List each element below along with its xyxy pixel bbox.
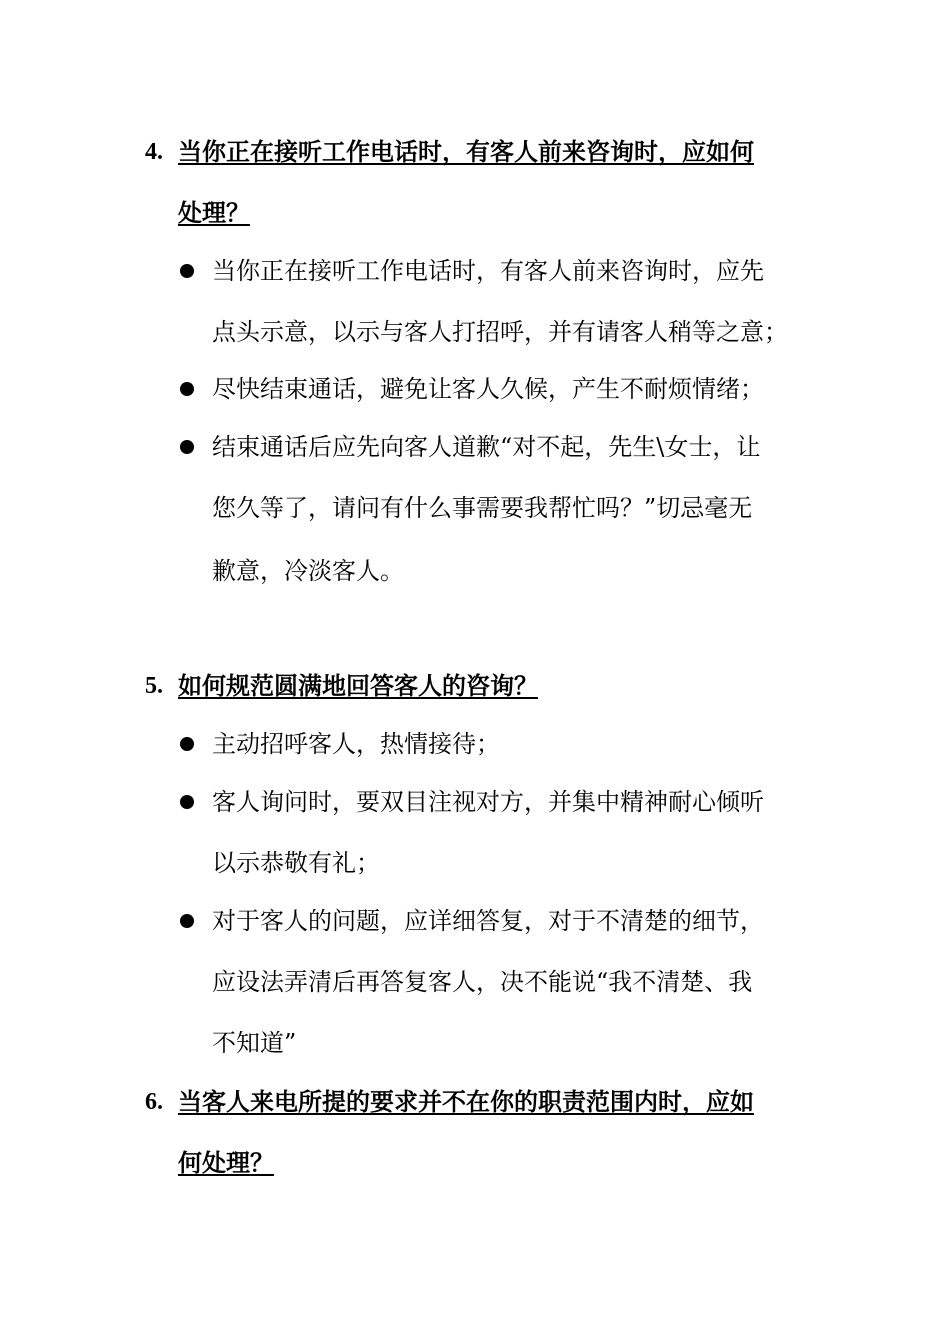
answer-line: 不知道”: [212, 1029, 297, 1057]
question-number: 4.: [145, 139, 163, 165]
answer-line: 您久等了，请问有什么事需要我帮忙吗？”切忌毫无: [212, 494, 753, 522]
answer-line: 主动招呼客人，热情接待；: [212, 730, 500, 758]
bullet-icon: [180, 440, 194, 454]
answer-line: 当你正在接听工作电话时，有客人前来咨询时，应先: [212, 257, 764, 285]
bullet-icon: [180, 264, 194, 278]
answer-line: 尽快结束通话，避免让客人久候，产生不耐烦情绪；: [212, 375, 764, 403]
bullet-icon: [180, 795, 194, 809]
answer-line: 应设法弄清后再答复客人，决不能说“我不清楚、我: [212, 968, 753, 996]
question-title-line: 当客人来电所提的要求并不在你的职责范围内时，应如: [178, 1088, 754, 1116]
question-title-line: 如何规范圆满地回答客人的咨询？: [178, 672, 538, 700]
answer-line: 对于客人的问题，应详细答复，对于不清楚的细节，: [212, 907, 764, 935]
question-title-line: 当你正在接听工作电话时，有客人前来咨询时，应如何: [178, 138, 754, 166]
answer-line: 歉意，冷淡客人。: [212, 557, 404, 585]
answer-line: 结束通话后应先向客人道歉“对不起，先生\女士，让: [212, 433, 761, 461]
bullet-icon: [180, 382, 194, 396]
bullet-icon: [180, 737, 194, 751]
question-title-line: 何处理？: [178, 1149, 274, 1177]
question-title-line: 处理？: [178, 199, 250, 227]
answer-line: 以示恭敬有礼；: [212, 849, 380, 877]
question-number: 6.: [145, 1089, 163, 1115]
question-number: 5.: [145, 673, 163, 699]
answer-line: 客人询问时，要双目注视对方，并集中精神耐心倾听: [212, 788, 764, 816]
bullet-icon: [180, 914, 194, 928]
answer-line: 点头示意，以示与客人打招呼，并有请客人稍等之意；: [212, 318, 788, 346]
